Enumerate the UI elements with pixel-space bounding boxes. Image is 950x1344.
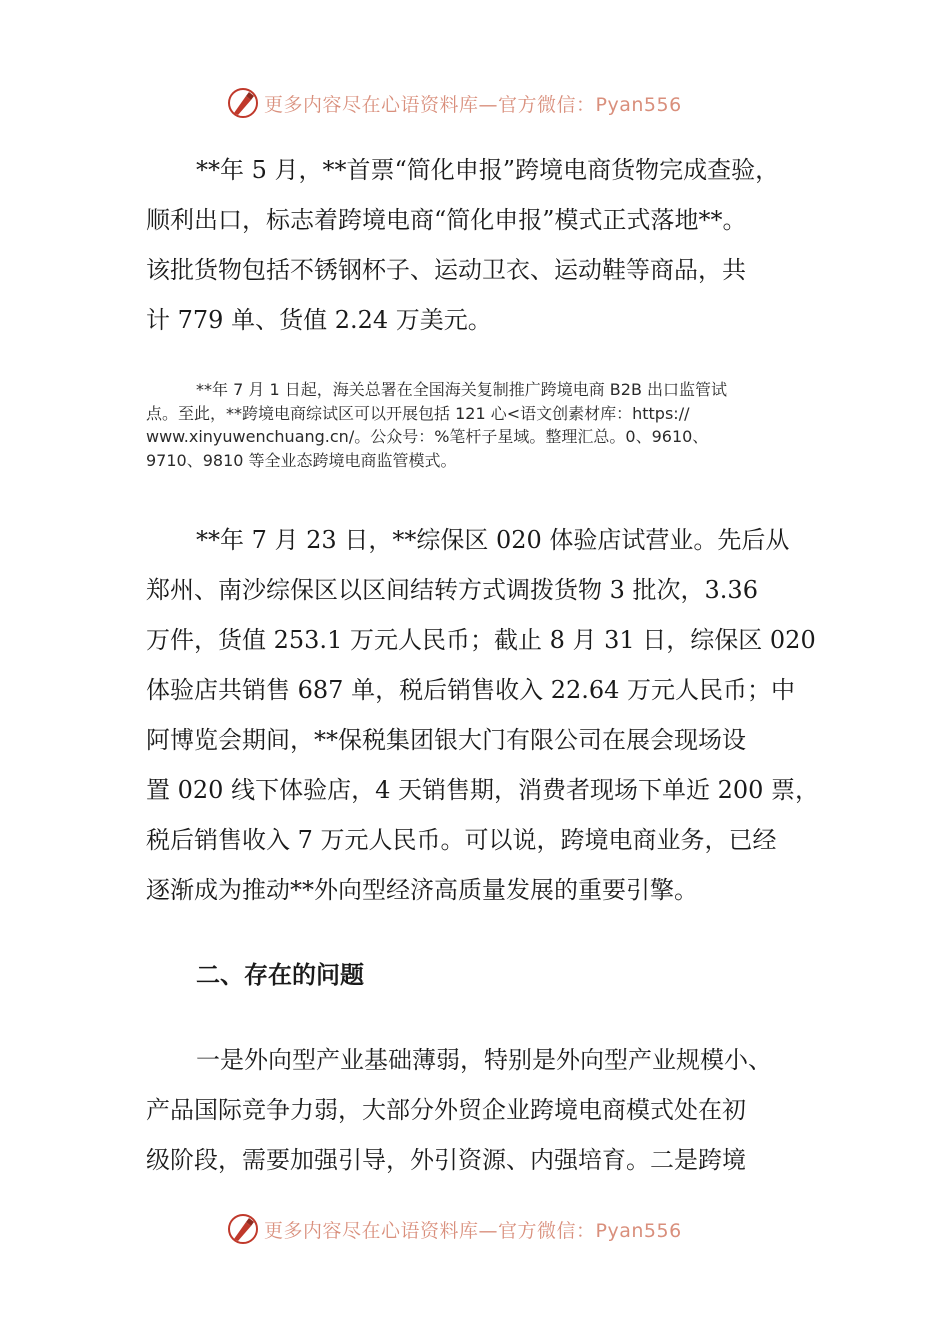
text-line: **年 5 月，**首票“简化申报”跨境电商货物完成查验，	[196, 156, 780, 184]
section-heading: 二、存在的问题	[196, 961, 364, 989]
note-paragraph	[146, 378, 806, 472]
text-line: 郑州、南沙综保区以区间结转方式调拨货物 3 批次，3.36	[146, 576, 758, 604]
watermark-banner-bottom	[0, 1210, 950, 1250]
watermark-text: 更多内容尽在心语资料库—官方微信：Pyan556	[264, 1220, 682, 1242]
text-line: 产品国际竞争力弱，大部分外贸企业跨境电商模式处在初	[146, 1096, 746, 1124]
text-line: 体验店共销售 687 单，税后销售收入 22.64 万元人民币；中	[146, 676, 796, 704]
note-line: www.xinyuwenchuang.cn/。公众号：%笔杆子星域。整理汇总。0、9610、	[146, 427, 709, 446]
text-line: **年 7 月 23 日，**综保区 020 体验店试营业。先后从	[196, 526, 790, 554]
text-line: 万件，货值 253.1 万元人民币；截止 8 月 31 日，综保区 020	[146, 626, 816, 654]
text-line: 逐渐成为推动**外向型经济高质量发展的重要引擎。	[146, 876, 698, 904]
text-line: 级阶段，需要加强引导，外引资源、内强培育。二是跨境	[146, 1146, 746, 1174]
text-line: 该批货物包括不锈钢杯子、运动卫衣、运动鞋等商品，共	[146, 256, 746, 284]
note-line: 点。至此，**跨境电商综试区可以开展包括 121 心<语文创素材库：https://	[146, 403, 690, 423]
pen-nib-icon	[226, 86, 260, 120]
text-line: 一是外向型产业基础薄弱，特别是外向型产业规模小、	[196, 1046, 772, 1074]
pen-nib-icon	[226, 1212, 260, 1246]
watermark-banner-top	[0, 84, 950, 124]
body-paragraph	[146, 145, 816, 345]
body-paragraph	[146, 1035, 816, 1185]
text-line: 顺利出口，标志着跨境电商“简化申报”模式正式落地**。	[146, 206, 747, 234]
text-line: 税后销售收入 7 万元人民币。可以说，跨境电商业务，已经	[146, 826, 777, 854]
text-line: 阿博览会期间，**保税集团银大门有限公司在展会现场设	[146, 726, 746, 754]
note-line: 9710、9810 等全业态跨境电商监管模式。	[146, 450, 457, 470]
watermark-text: 更多内容尽在心语资料库—官方微信：Pyan556	[264, 94, 682, 116]
text-line: 置 020 线下体验店，4 天销售期，消费者现场下单近 200 票，	[146, 776, 820, 804]
body-paragraph	[146, 515, 820, 915]
note-line: **年 7 月 1 日起，海关总署在全国海关复制推广跨境电商 B2B 出口监管试	[196, 380, 728, 399]
text-line: 计 779 单、货值 2.24 万美元。	[146, 306, 492, 334]
